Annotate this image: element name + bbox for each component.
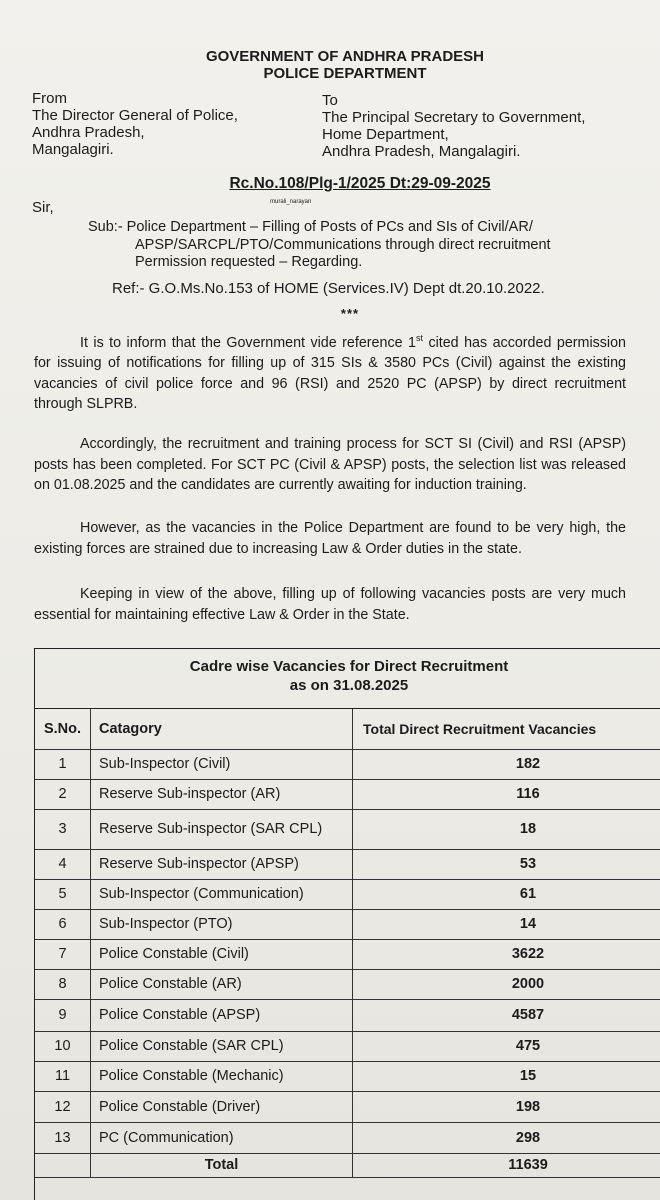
header-sno: S.No. (35, 709, 91, 749)
cell-category: Police Constable (AR) (91, 969, 353, 999)
table-row (35, 1061, 660, 1092)
separator-stars: *** (340, 306, 360, 321)
cell-vacancies: 4587 (511, 1007, 545, 1023)
from-line: Mangalagiri. (32, 141, 114, 158)
cell-vacancies: 53 (519, 856, 537, 872)
cell-sno: 6 (35, 909, 91, 939)
cell-vacancies: 18 (519, 821, 537, 837)
cell-vacancies: 182 (515, 756, 541, 772)
table-total-row (35, 1153, 660, 1178)
cell-vacancies: 14 (519, 916, 537, 932)
from-block (32, 90, 238, 158)
dept-title: POLICE DEPARTMENT (263, 65, 427, 82)
table-row (35, 809, 660, 850)
cell-sno: 4 (35, 849, 91, 879)
cell-category: Sub-Inspector (PTO) (91, 909, 353, 939)
subject-line: Permission requested – Regarding. (135, 254, 363, 270)
superscript: st (415, 333, 423, 343)
table-row (35, 939, 660, 970)
cell-category: Sub-Inspector (Civil) (91, 749, 353, 779)
table-row (35, 1091, 660, 1123)
cell-vacancies: 298 (515, 1129, 541, 1146)
table-row (35, 1031, 660, 1062)
cell-category: Police Constable (Mechanic) (91, 1061, 353, 1091)
paragraph-3: However, as the vacancies in the Police Department are found to be very high, the existing forces are strained due to increasing Law & Order duties in the state. (34, 520, 626, 557)
cell-vacancies: 116 (516, 786, 540, 802)
cell-sno: 12 (35, 1091, 91, 1122)
cell-category: Police Constable (APSP) (91, 999, 353, 1031)
cell-category: Police Constable (SAR CPL) (91, 1031, 353, 1061)
small-annotation: murali_narayan (270, 199, 312, 205)
letter-header (0, 48, 660, 82)
from-label: From (32, 90, 67, 107)
table-row (35, 779, 660, 810)
table-row (35, 999, 660, 1032)
to-label: To (322, 92, 338, 109)
to-line: The Principal Secretary to Government, (322, 109, 586, 126)
cell-sno: 10 (35, 1031, 91, 1061)
cell-sno: 1 (35, 749, 91, 779)
cell-vacancies: 15 (519, 1068, 537, 1084)
reference-line: Ref:- G.O.Ms.No.153 of HOME (Services.IV) Dept dt.20.10.2022. (112, 280, 545, 297)
table-row (35, 849, 660, 880)
cell-vacancies: 3622 (511, 946, 545, 962)
total-empty (35, 1153, 91, 1177)
cell-sno: 13 (35, 1122, 91, 1153)
to-line: Andhra Pradesh, Mangalagiri. (322, 143, 521, 160)
table-row (35, 879, 660, 910)
table-header-row (35, 709, 660, 750)
cell-vacancies: 2000 (511, 976, 545, 992)
paragraph-4: Keeping in view of the above, filling up of following vacancies posts are very much essential for maintaining effective Law & Order in the State. (34, 586, 626, 623)
cell-sno: 5 (35, 879, 91, 909)
cell-sno: 7 (35, 939, 91, 969)
cell-vacancies: 198 (515, 1098, 541, 1115)
cell-category: Police Constable (Civil) (91, 939, 353, 969)
cell-category: Police Constable (Driver) (91, 1091, 353, 1122)
reference-number: Rc.No.108/Plg-1/2025 Dt:29-09-2025 (229, 175, 491, 192)
cell-category: Reserve Sub-inspector (APSP) (91, 849, 353, 879)
cell-category: Reserve Sub-inspector (AR) (91, 779, 353, 809)
cell-vacancies: 61 (519, 886, 537, 902)
cell-sno: 3 (35, 809, 91, 849)
subject-line: Sub:- Police Department – Filling of Posts of PCs and SIs of Civil/AR/ (88, 219, 533, 235)
table-row (35, 909, 660, 940)
cell-sno: 2 (35, 779, 91, 809)
cell-sno: 8 (35, 969, 91, 999)
table-row (35, 1122, 660, 1154)
table-title: Cadre wise Vacancies for Direct Recruitment as on 31.08.2025 (35, 649, 660, 709)
cell-category: Sub-Inspector (Communication) (91, 879, 353, 909)
table-row (35, 749, 660, 780)
total-value: 11639 (508, 1157, 548, 1173)
cell-sno: 11 (35, 1061, 91, 1091)
from-line: Andhra Pradesh, (32, 124, 145, 141)
paragraph-2: Accordingly, the recruitment and training process for SCT SI (Civil) and RSI (APSP) posts has been completed. For SCT PC (Civil & APSP) posts, the selection list was released on 01.08.2025 and the candidates are currently awaiting for induction training. (34, 436, 626, 493)
cell-category: Reserve Sub-inspector (SAR CPL) (91, 809, 353, 849)
total-label: Total (91, 1153, 353, 1177)
vacancy-table (34, 648, 660, 1200)
paragraph-1: It is to inform that the Government vide reference 1st cited has accorded permission for issuing of notifications for filling up of 315 SIs & 3580 PCs (Civil) against the existing vacancies of civil police force and 96 (RSI) and 2520 PC (APSP) by direct recruitment through SLPRB. (34, 333, 626, 413)
cell-sno: 9 (35, 999, 91, 1031)
header-category: Catagory (91, 709, 353, 749)
from-line: The Director General of Police, (32, 107, 238, 124)
to-line: Home Department, (322, 126, 449, 143)
salutation: Sir, (32, 199, 54, 216)
subject (88, 219, 608, 272)
govt-title: GOVERNMENT OF ANDHRA PRADESH (205, 48, 485, 65)
cell-vacancies: 475 (515, 1038, 541, 1054)
table-row (35, 969, 660, 1000)
subject-line: APSP/SARCPL/PTO/Communications through direct recruitment (135, 236, 551, 253)
to-block (322, 92, 585, 160)
cell-category: PC (Communication) (91, 1122, 353, 1153)
header-vacancies: Total Direct Recruitment Vacancies (363, 721, 597, 737)
